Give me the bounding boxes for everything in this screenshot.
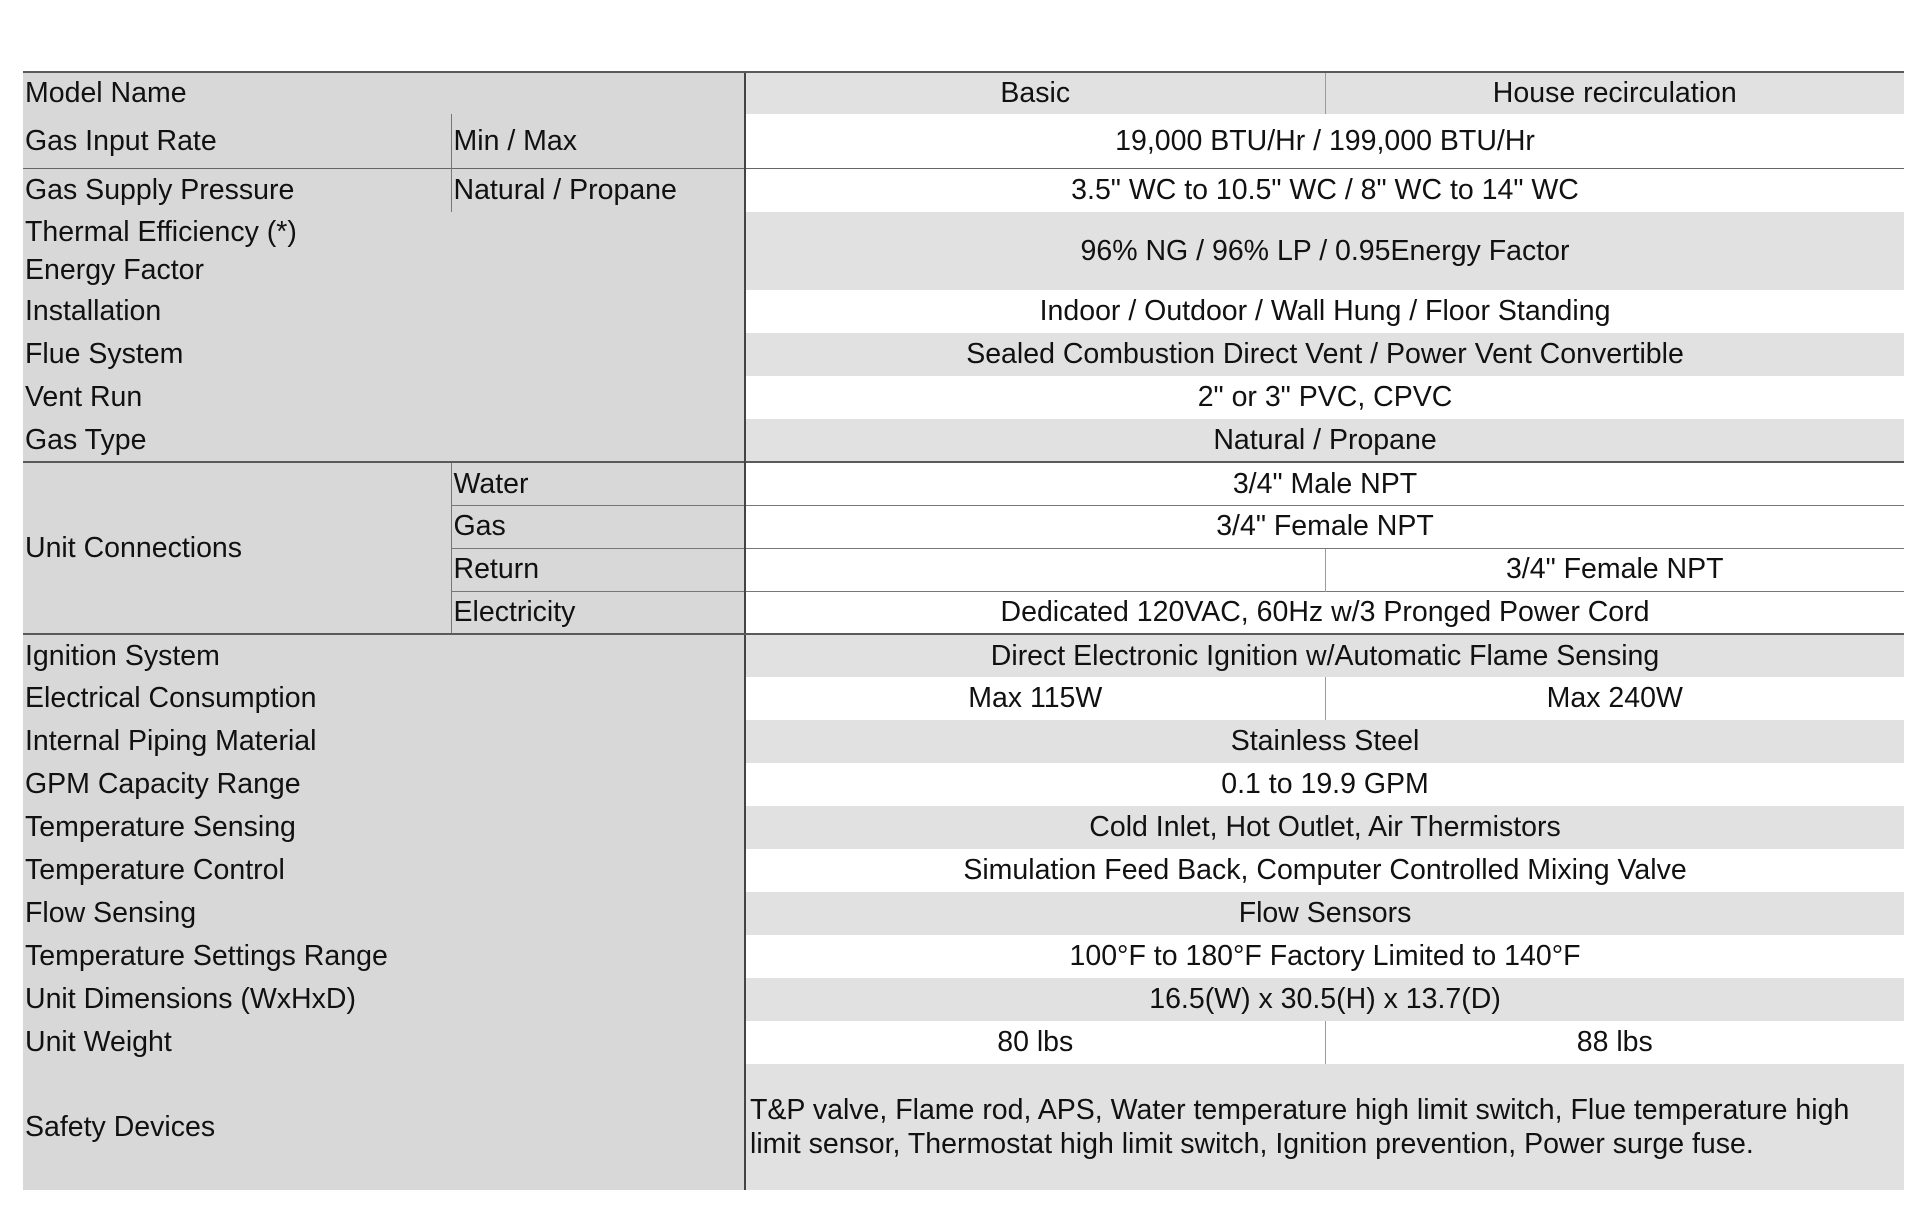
safety-label: Safety Devices (23, 1064, 745, 1190)
electrical-recirc: Max 240W (1325, 677, 1904, 720)
row-dimensions (23, 978, 1904, 1021)
gas-pressure-value: 3.5" WC to 10.5" WC / 8" WC to 14" WC (745, 168, 1904, 212)
row-temp-sensing (23, 806, 1904, 849)
row-conn-water (23, 462, 1904, 505)
weight-basic: 80 lbs (745, 1021, 1325, 1064)
temp-settings-value: 100°F to 180°F Factory Limited to 140°F (745, 935, 1904, 978)
row-flue (23, 333, 1904, 376)
efficiency-label (23, 212, 745, 290)
conn-return-recirc: 3/4" Female NPT (1325, 548, 1904, 591)
row-temp-control (23, 849, 1904, 892)
gas-type-label: Gas Type (23, 419, 745, 462)
conn-return-sub: Return (451, 548, 745, 591)
row-ignition (23, 634, 1904, 677)
flue-value: Sealed Combustion Direct Vent / Power Vent Convertible (745, 333, 1904, 376)
row-gas-pressure (23, 168, 1904, 212)
row-flow-sensing (23, 892, 1904, 935)
row-weight (23, 1021, 1904, 1064)
conn-water-value: 3/4" Male NPT (745, 462, 1904, 505)
temp-settings-label: Temperature Settings Range (23, 935, 745, 978)
row-gas-input (23, 114, 1904, 168)
electrical-label: Electrical Consumption (23, 677, 745, 720)
row-gas-type (23, 419, 1904, 462)
gpm-label: GPM Capacity Range (23, 763, 745, 806)
gas-pressure-sub: Natural / Propane (451, 168, 745, 212)
temp-sensing-label: Temperature Sensing (23, 806, 745, 849)
temp-control-label: Temperature Control (23, 849, 745, 892)
header-row (23, 72, 1904, 114)
weight-recirc: 88 lbs (1325, 1021, 1904, 1064)
efficiency-label-line2: Energy Factor (25, 254, 204, 286)
conn-water-sub: Water (451, 462, 745, 505)
efficiency-value: 96% NG / 96% LP / 0.95Energy Factor (745, 212, 1904, 290)
row-electrical (23, 677, 1904, 720)
dimensions-value: 16.5(W) x 30.5(H) x 13.7(D) (745, 978, 1904, 1021)
col-recirc-header: House recirculation (1325, 72, 1904, 114)
electrical-basic: Max 115W (745, 677, 1325, 720)
model-name-label: Model Name (23, 72, 745, 114)
conn-electricity-sub: Electricity (451, 591, 745, 634)
unit-connections-label: Unit Connections (23, 462, 451, 634)
col-basic-header: Basic (745, 72, 1325, 114)
installation-value: Indoor / Outdoor / Wall Hung / Floor Standing (745, 290, 1904, 333)
gpm-value: 0.1 to 19.9 GPM (745, 763, 1904, 806)
safety-value: T&P valve, Flame rod, APS, Water temperature high limit switch, Flue temperature high limit sensor, Thermostat high limit switch, Ignition prevention, Power surge fuse. (745, 1064, 1904, 1190)
row-installation (23, 290, 1904, 333)
flow-sensing-value: Flow Sensors (745, 892, 1904, 935)
conn-gas-value: 3/4" Female NPT (745, 505, 1904, 548)
gas-input-sub: Min / Max (451, 114, 745, 168)
flow-sensing-label: Flow Sensing (23, 892, 745, 935)
row-temp-settings (23, 935, 1904, 978)
row-piping (23, 720, 1904, 763)
conn-electricity-value: Dedicated 120VAC, 60Hz w/3 Pronged Power Cord (745, 591, 1904, 634)
installation-label: Installation (23, 290, 745, 333)
spec-table (23, 71, 1904, 1190)
piping-label: Internal Piping Material (23, 720, 745, 763)
row-vent-run (23, 376, 1904, 419)
weight-label: Unit Weight (23, 1021, 745, 1064)
ignition-value: Direct Electronic Ignition w/Automatic Flame Sensing (745, 634, 1904, 677)
gas-type-value: Natural / Propane (745, 419, 1904, 462)
temp-sensing-value: Cold Inlet, Hot Outlet, Air Thermistors (745, 806, 1904, 849)
conn-return-basic (745, 548, 1325, 591)
conn-gas-sub: Gas (451, 505, 745, 548)
row-gpm (23, 763, 1904, 806)
efficiency-label-line1: Thermal Efficiency (*) (25, 215, 297, 248)
vent-run-label: Vent Run (23, 376, 745, 419)
gas-pressure-label: Gas Supply Pressure (23, 168, 451, 212)
piping-value: Stainless Steel (745, 720, 1904, 763)
vent-run-value: 2" or 3" PVC, CPVC (745, 376, 1904, 419)
temp-control-value: Simulation Feed Back, Computer Controlled Mixing Valve (745, 849, 1904, 892)
ignition-label: Ignition System (23, 634, 745, 677)
row-safety (23, 1064, 1904, 1190)
gas-input-value: 19,000 BTU/Hr / 199,000 BTU/Hr (745, 114, 1904, 168)
row-efficiency (23, 212, 1904, 290)
flue-label: Flue System (23, 333, 745, 376)
dimensions-label: Unit Dimensions (WxHxD) (23, 978, 745, 1021)
gas-input-label: Gas Input Rate (23, 114, 451, 168)
